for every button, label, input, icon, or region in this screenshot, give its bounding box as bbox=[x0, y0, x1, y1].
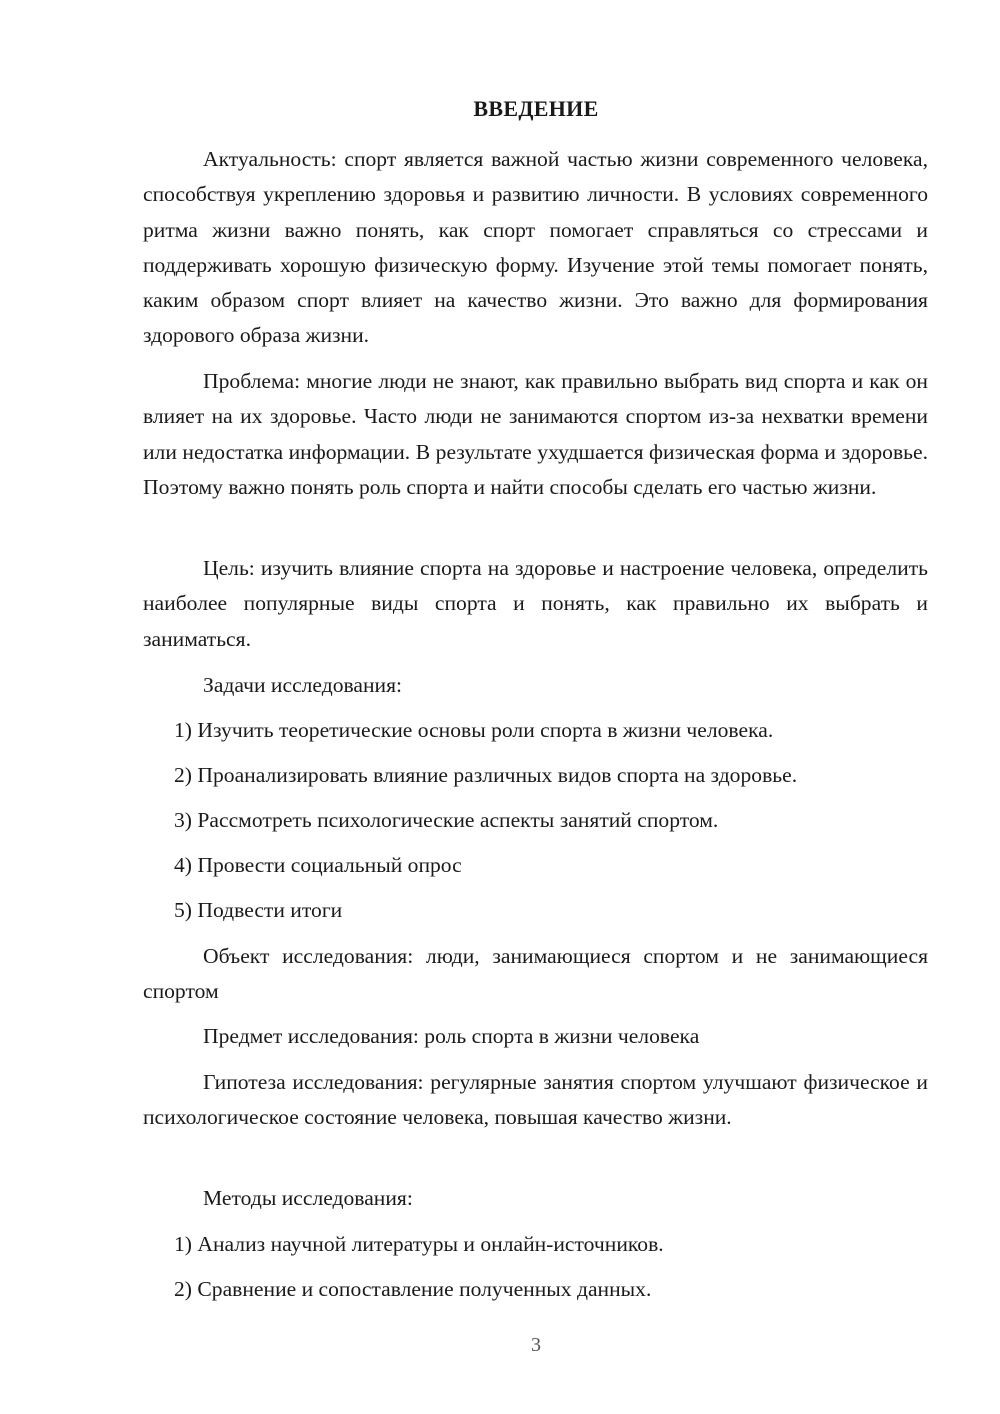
task-item-5: 5) Подвести итоги bbox=[174, 898, 343, 922]
methods-heading: Методы исследования: bbox=[203, 1186, 413, 1210]
task-item-4: 4) Провести социальный опрос bbox=[174, 853, 462, 877]
tasks-heading: Задачи исследования: bbox=[203, 673, 403, 697]
relevance-paragraph: Актуальность: спорт является важной частью жизни современного человека, способствуя укреплению здоровья и развитию личности. В условиях современного ритма жизни важно понять, как спорт помогает справляться со стрессами и поддерживать хорошую физическую форму. Изучение этой темы помогает понять, каким образом спорт влияет на качество жизни. Это важно для формирования здорового образа жизни. bbox=[143, 147, 928, 348]
task-item-2: 2) Проанализировать влияние различных видов спорта на здоровье. bbox=[174, 763, 798, 787]
object-paragraph: Объект исследования: люди, занимающиеся спортом и не занимающиеся спортом bbox=[143, 944, 928, 1004]
method-item-1: 1) Анализ научной литературы и онлайн-источников. bbox=[174, 1232, 664, 1256]
problem-paragraph: Проблема: многие люди не знают, как правильно выбрать вид спорта и как он влияет на их здоровье. Часто люди не занимаются спортом из-за нехватки времени или недостатка информации. В результате ухудшается физическая форма и здоровье. Поэтому важно понять роль спорта и найти способы сделать его частью жизни. bbox=[143, 369, 928, 499]
subject-line: Предмет исследования: роль спорта в жизни человека bbox=[203, 1024, 700, 1048]
hypothesis-paragraph: Гипотеза исследования: регулярные занятия спортом улучшают физическое и психологическое состояние человека, повышая качество жизни. bbox=[143, 1070, 928, 1130]
page-title: ВВЕДЕНИЕ bbox=[473, 96, 599, 121]
goal-paragraph: Цель: изучить влияние спорта на здоровье и настроение человека, определить наиболее популярные виды спорта и понять, как правильно их выбрать и заниматься. bbox=[143, 556, 928, 651]
task-item-3: 3) Рассмотреть психологические аспекты занятий спортом. bbox=[174, 808, 719, 832]
page-number: 3 bbox=[531, 1334, 541, 1356]
task-item-1: 1) Изучить теоретические основы роли спорта в жизни человека. bbox=[174, 718, 774, 742]
method-item-2: 2) Сравнение и сопоставление полученных данных. bbox=[174, 1277, 652, 1301]
